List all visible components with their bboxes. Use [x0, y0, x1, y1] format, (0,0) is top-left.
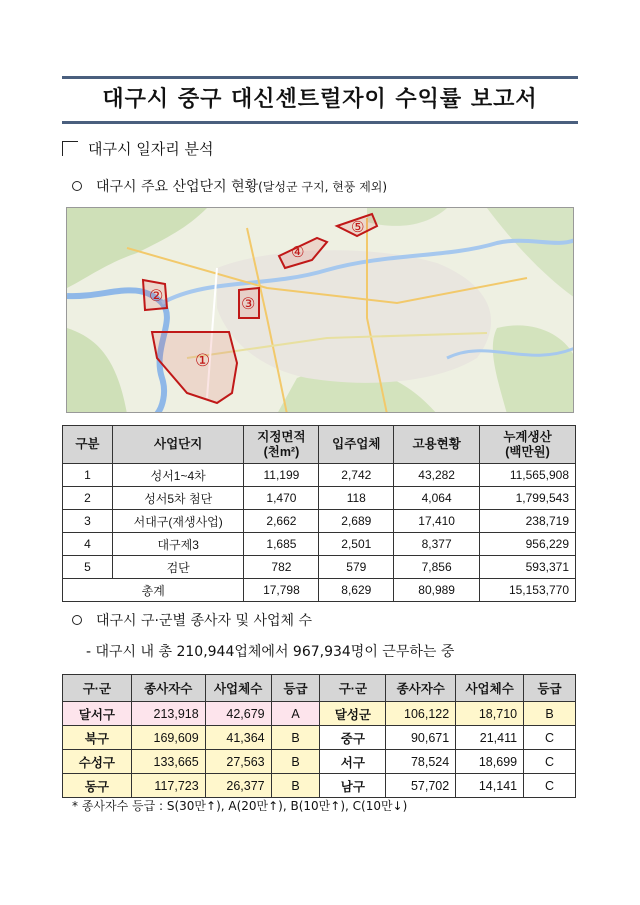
- cell: A: [271, 702, 320, 726]
- col-header: 구·군: [320, 675, 386, 702]
- cell: 41,364: [205, 726, 271, 750]
- table-row: [63, 702, 576, 726]
- table-row: [63, 487, 576, 510]
- cell: 14,141: [456, 774, 524, 798]
- cell: 27,563: [205, 750, 271, 774]
- subheading-industrial-complexes: [72, 176, 387, 196]
- circle-bullet-icon: [72, 181, 82, 191]
- cell: 서구: [320, 750, 386, 774]
- industrial-map: [66, 207, 574, 413]
- cell: 78,524: [386, 750, 456, 774]
- cell: 593,371: [480, 556, 576, 579]
- cell: 2: [63, 487, 113, 510]
- cell: 5: [63, 556, 113, 579]
- cell: 579: [319, 556, 394, 579]
- col-header-area: 지정면적 (천m²): [244, 426, 319, 464]
- cell: 북구: [63, 726, 132, 750]
- cell: 117,723: [131, 774, 205, 798]
- cell: 11,199: [244, 464, 319, 487]
- col-header: 사업체수: [456, 675, 524, 702]
- col-header: 등급: [524, 675, 576, 702]
- cell: 중구: [320, 726, 386, 750]
- cell: 2,742: [319, 464, 394, 487]
- section-heading-text: 대구시 일자리 분석: [88, 140, 214, 158]
- title-block: [62, 76, 578, 124]
- marker-3: ③: [241, 294, 256, 313]
- cell: 달성군: [320, 702, 386, 726]
- cell: 2,501: [319, 533, 394, 556]
- cell: 동구: [63, 774, 132, 798]
- col-header: 등급: [271, 675, 320, 702]
- cell: 2,689: [319, 510, 394, 533]
- cell: B: [271, 774, 320, 798]
- col-header-complex: 사업단지: [112, 426, 244, 464]
- cell: 4: [63, 533, 113, 556]
- cell: 213,918: [131, 702, 205, 726]
- table-total-row: [63, 579, 576, 602]
- table-row: [63, 510, 576, 533]
- col-header-employment: 고용현황: [394, 426, 480, 464]
- cell: 수성구: [63, 750, 132, 774]
- cell: 956,229: [480, 533, 576, 556]
- table-row: [63, 533, 576, 556]
- title-bottom-rule: [62, 121, 578, 124]
- cell: B: [271, 750, 320, 774]
- cell: 1,470: [244, 487, 319, 510]
- cell: 1,685: [244, 533, 319, 556]
- subheading-text: 대구시 구·군별 종사자 및 사업체 수: [96, 613, 313, 629]
- cell: 검단: [112, 556, 244, 579]
- cell: 서대구(재생사업): [112, 510, 244, 533]
- cell: 133,665: [131, 750, 205, 774]
- table-header-row: [63, 675, 576, 702]
- cell: C: [524, 774, 576, 798]
- cell: 42,679: [205, 702, 271, 726]
- cell: 57,702: [386, 774, 456, 798]
- cell: 남구: [320, 774, 386, 798]
- table-row: [63, 750, 576, 774]
- cell: 성서1~4차: [112, 464, 244, 487]
- cell: 대구제3: [112, 533, 244, 556]
- district-worker-table: [62, 674, 576, 798]
- cell: 43,282: [394, 464, 480, 487]
- grade-footnote: * 종사자수 등급 : S(30만↑), A(20만↑), B(10만↑), C(10만↓): [72, 799, 408, 813]
- cell: 15,153,770: [480, 579, 576, 602]
- summary-line: - 대구시 내 총 210,944업체에서 967,934명이 근무하는 중: [86, 644, 455, 660]
- subheading-district-workers: [72, 610, 312, 630]
- cell: 17,798: [244, 579, 319, 602]
- cell: 26,377: [205, 774, 271, 798]
- cell: 성서5차 첨단: [112, 487, 244, 510]
- cell: 8,377: [394, 533, 480, 556]
- cell: 1: [63, 464, 113, 487]
- col-header: 사업체수: [205, 675, 271, 702]
- table-row: [63, 774, 576, 798]
- table-header-row: [63, 426, 576, 464]
- col-header: 종사자수: [386, 675, 456, 702]
- subheading-note: (달성군 구지, 현풍 제외): [258, 179, 388, 194]
- cell: 총계: [63, 579, 244, 602]
- cell: 238,719: [480, 510, 576, 533]
- cell: 80,989: [394, 579, 480, 602]
- col-header-tenants: 입주업체: [319, 426, 394, 464]
- cell: 7,856: [394, 556, 480, 579]
- circle-bullet-icon: [72, 615, 82, 625]
- cell: 18,699: [456, 750, 524, 774]
- col-header-production: 누계생산 (백만원): [480, 426, 576, 464]
- section-heading: [62, 138, 213, 159]
- cell: 169,609: [131, 726, 205, 750]
- cell: 4,064: [394, 487, 480, 510]
- cell: B: [271, 726, 320, 750]
- subheading-text: 대구시 주요 산업단지 현황: [96, 179, 259, 195]
- col-header: 종사자수: [131, 675, 205, 702]
- cell: 8,629: [319, 579, 394, 602]
- cell: C: [524, 726, 576, 750]
- cell: 118: [319, 487, 394, 510]
- cell: 106,122: [386, 702, 456, 726]
- page-title: 대구시 중구 대신센트럴자이 수익률 보고서: [102, 87, 538, 112]
- cell: 3: [63, 510, 113, 533]
- cell: 1,799,543: [480, 487, 576, 510]
- map-graphic: [67, 208, 574, 413]
- cell: 11,565,908: [480, 464, 576, 487]
- cell: 18,710: [456, 702, 524, 726]
- cell: 90,671: [386, 726, 456, 750]
- cell: 달서구: [63, 702, 132, 726]
- cell: B: [524, 702, 576, 726]
- col-header: 구·군: [63, 675, 132, 702]
- cell: 782: [244, 556, 319, 579]
- cell: 21,411: [456, 726, 524, 750]
- cell: C: [524, 750, 576, 774]
- corner-bracket-icon: [62, 141, 78, 156]
- table-row: [63, 556, 576, 579]
- col-header-no: 구분: [63, 426, 113, 464]
- cell: 17,410: [394, 510, 480, 533]
- table-row: [63, 726, 576, 750]
- table-row: [63, 464, 576, 487]
- cell: 2,662: [244, 510, 319, 533]
- industrial-complex-table: [62, 425, 576, 602]
- marker-5: ⑤: [351, 218, 365, 236]
- marker-2: ②: [149, 286, 164, 305]
- marker-4: ④: [291, 243, 305, 261]
- marker-1: ①: [195, 351, 211, 371]
